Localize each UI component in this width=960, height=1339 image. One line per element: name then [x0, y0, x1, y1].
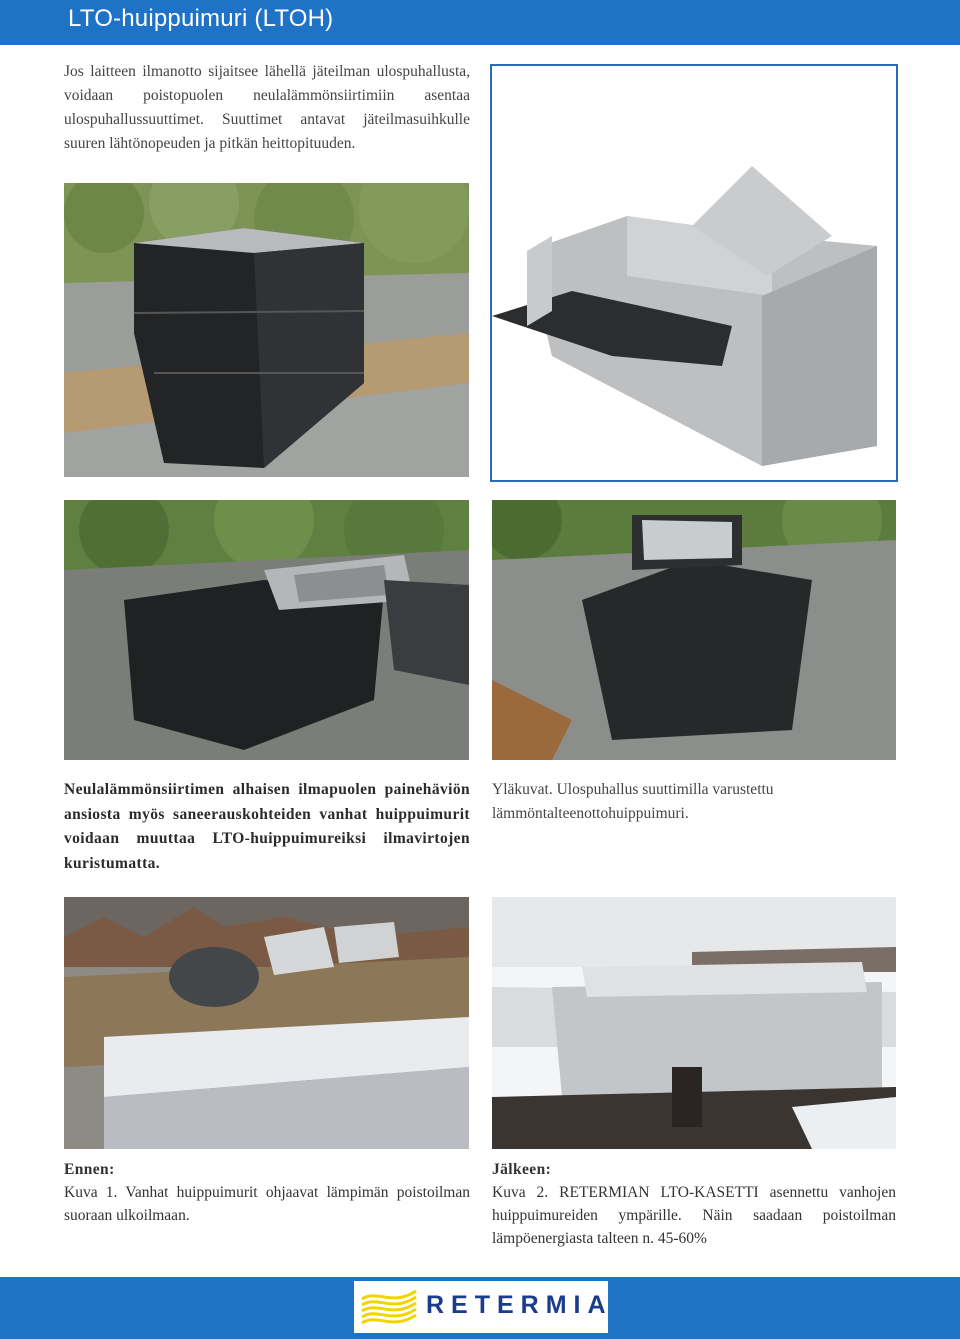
intro-paragraph: Jos laitteen ilmanotto sijaitsee lähellä jäteilman ulospuhallusta, voidaan poistopuolen neulalämmönsiirtimiin asentaa ulospuhallussuuttimet. Suuttimet antavat jäteilmasuihkulle suuren lähtönopeuden ja pitkän heittopituuden.	[64, 63, 470, 152]
caption-renovation: Neulalämmönsiirtimen alhaisen ilmapuolen painehäviön ansiosta myös saneerauskohteiden vanhat huippuimurit voidaan muuttaa LTO-huippuimureiksi ilmavirtojen kuristumatta.	[64, 781, 470, 872]
before-label: Ennen:	[64, 1161, 115, 1178]
photo-before	[64, 897, 469, 1149]
retermia-logo	[354, 1281, 613, 1333]
photo-silver-unit	[490, 64, 898, 482]
after-caption	[492, 1158, 896, 1250]
before-text: Kuva 1. Vanhat huippuimurit ohjaavat lämpimän poistoilman suoraan ulkoilmaan.	[64, 1184, 470, 1224]
caption-top-images: Yläkuvat. Ulospuhallus suuttimilla varustettu lämmöntalteenottohuippuimuri.	[492, 781, 774, 822]
photo-renovation-left	[64, 500, 469, 760]
before-caption	[64, 1158, 470, 1227]
retermia-wordmark: RETERMIA	[426, 1291, 613, 1319]
retermia-wave-icon	[360, 1285, 418, 1329]
photo-black-cabinet	[64, 183, 469, 477]
after-text: Kuva 2. RETERMIAN LTO-KASETTI asennettu vanhojen huippuimureiden ympärille. Näin saadaan poistoilman lämpöenergiasta talteen n. 45-60%	[492, 1184, 896, 1247]
page-title: LTO-huippuimuri (LTOH)	[68, 5, 334, 32]
after-label: Jälkeen:	[492, 1161, 552, 1178]
photo-after	[492, 897, 896, 1149]
photo-renovation-right	[492, 500, 896, 760]
